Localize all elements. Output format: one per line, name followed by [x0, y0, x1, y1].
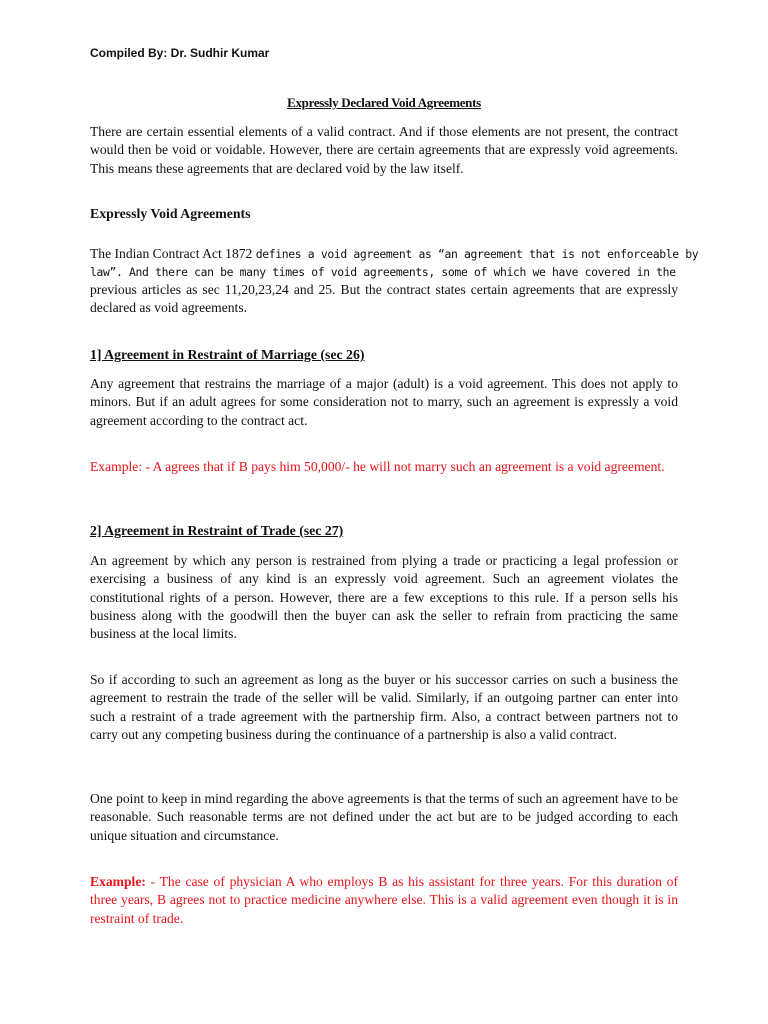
- intro-paragraph: There are certain essential elements of a valid contract. And if those elements are not present, the contract would then be void or voidable. However, there are certain agreements that are expressly void agreements. This means these agreements that are declared void by the law itself.: [90, 124, 678, 176]
- restraint-of-trade-paragraph-1: An agreement by which any person is restrained from plying a trade or practicing a legal profession or exercising a business of any kind is an expressly void agreement. Such an agreement violates the constitutional rights of a person. However, there are a few exceptions to this rule. If a person sells his business along with the goodwill then the buyer can ask the seller to refrain from practicing the same business at the local limits.: [90, 553, 678, 642]
- void-definition-line-2: law”. And there can be many times of void agreements, some of which we have covered in the: [90, 265, 676, 279]
- heading-restraint-of-trade: 2] Agreement in Restraint of Trade (sec 27): [90, 523, 344, 538]
- document-title: Expressly Declared Void Agreements: [287, 95, 481, 110]
- heading-restraint-of-marriage: 1] Agreement in Restraint of Marriage (sec 26): [90, 347, 365, 362]
- marriage-example-paragraph: Example: - A agrees that if B pays him 50,000/- he will not marry such an agreement is a void agreement.: [90, 459, 665, 474]
- restraint-of-marriage-paragraph: Any agreement that restrains the marriage of a major (adult) is a void agreement. This does not apply to minors. But if an adult agrees for some consideration not to marry, such an agreement is expressly a void agreement according to the contract act.: [90, 376, 678, 428]
- void-definition-line-3: previous articles as sec 11,20,23,24 and 25. But the contract states certain agreements that are expressly declared as void agreements.: [90, 282, 678, 316]
- trade-example-text: - The case of physician A who employs B as his assistant for three years. For this duration of three years, B agrees not to practice medicine anywhere else. This is a valid agreement even though it is in restraint of trade.: [90, 874, 678, 926]
- void-definition-line-1a: The Indian Contract Act 1872: [90, 246, 253, 261]
- restraint-of-trade-paragraph-2: So if according to such an agreement as long as the buyer or his successor carries on such a business the agreement to restrain the trade of the seller will be valid. Similarly, if an outgoing partner can enter into such a restraint of a trade agreement with the partnership firm. Also, a contract between partners not to carry out any competing business during the continuance of a partnership is also a valid contract.: [90, 672, 678, 742]
- restraint-of-trade-paragraph-3: One point to keep in mind regarding the above agreements is that the terms of such an agreement have to be reasonable. Such reasonable terms are not defined under the act but are to be judged according to each unique situation and circumstance.: [90, 791, 678, 843]
- heading-expressly-void-agreements: Expressly Void Agreements: [90, 206, 251, 221]
- compiled-by-header: Compiled By: Dr. Sudhir Kumar: [90, 46, 270, 60]
- trade-example-label: Example:: [90, 874, 146, 889]
- void-definition-line-1: [90, 245, 699, 263]
- trade-example-paragraph: [90, 873, 678, 928]
- void-definition-line-1b: defines a void agreement as “an agreement that is not enforceable by: [255, 247, 699, 261]
